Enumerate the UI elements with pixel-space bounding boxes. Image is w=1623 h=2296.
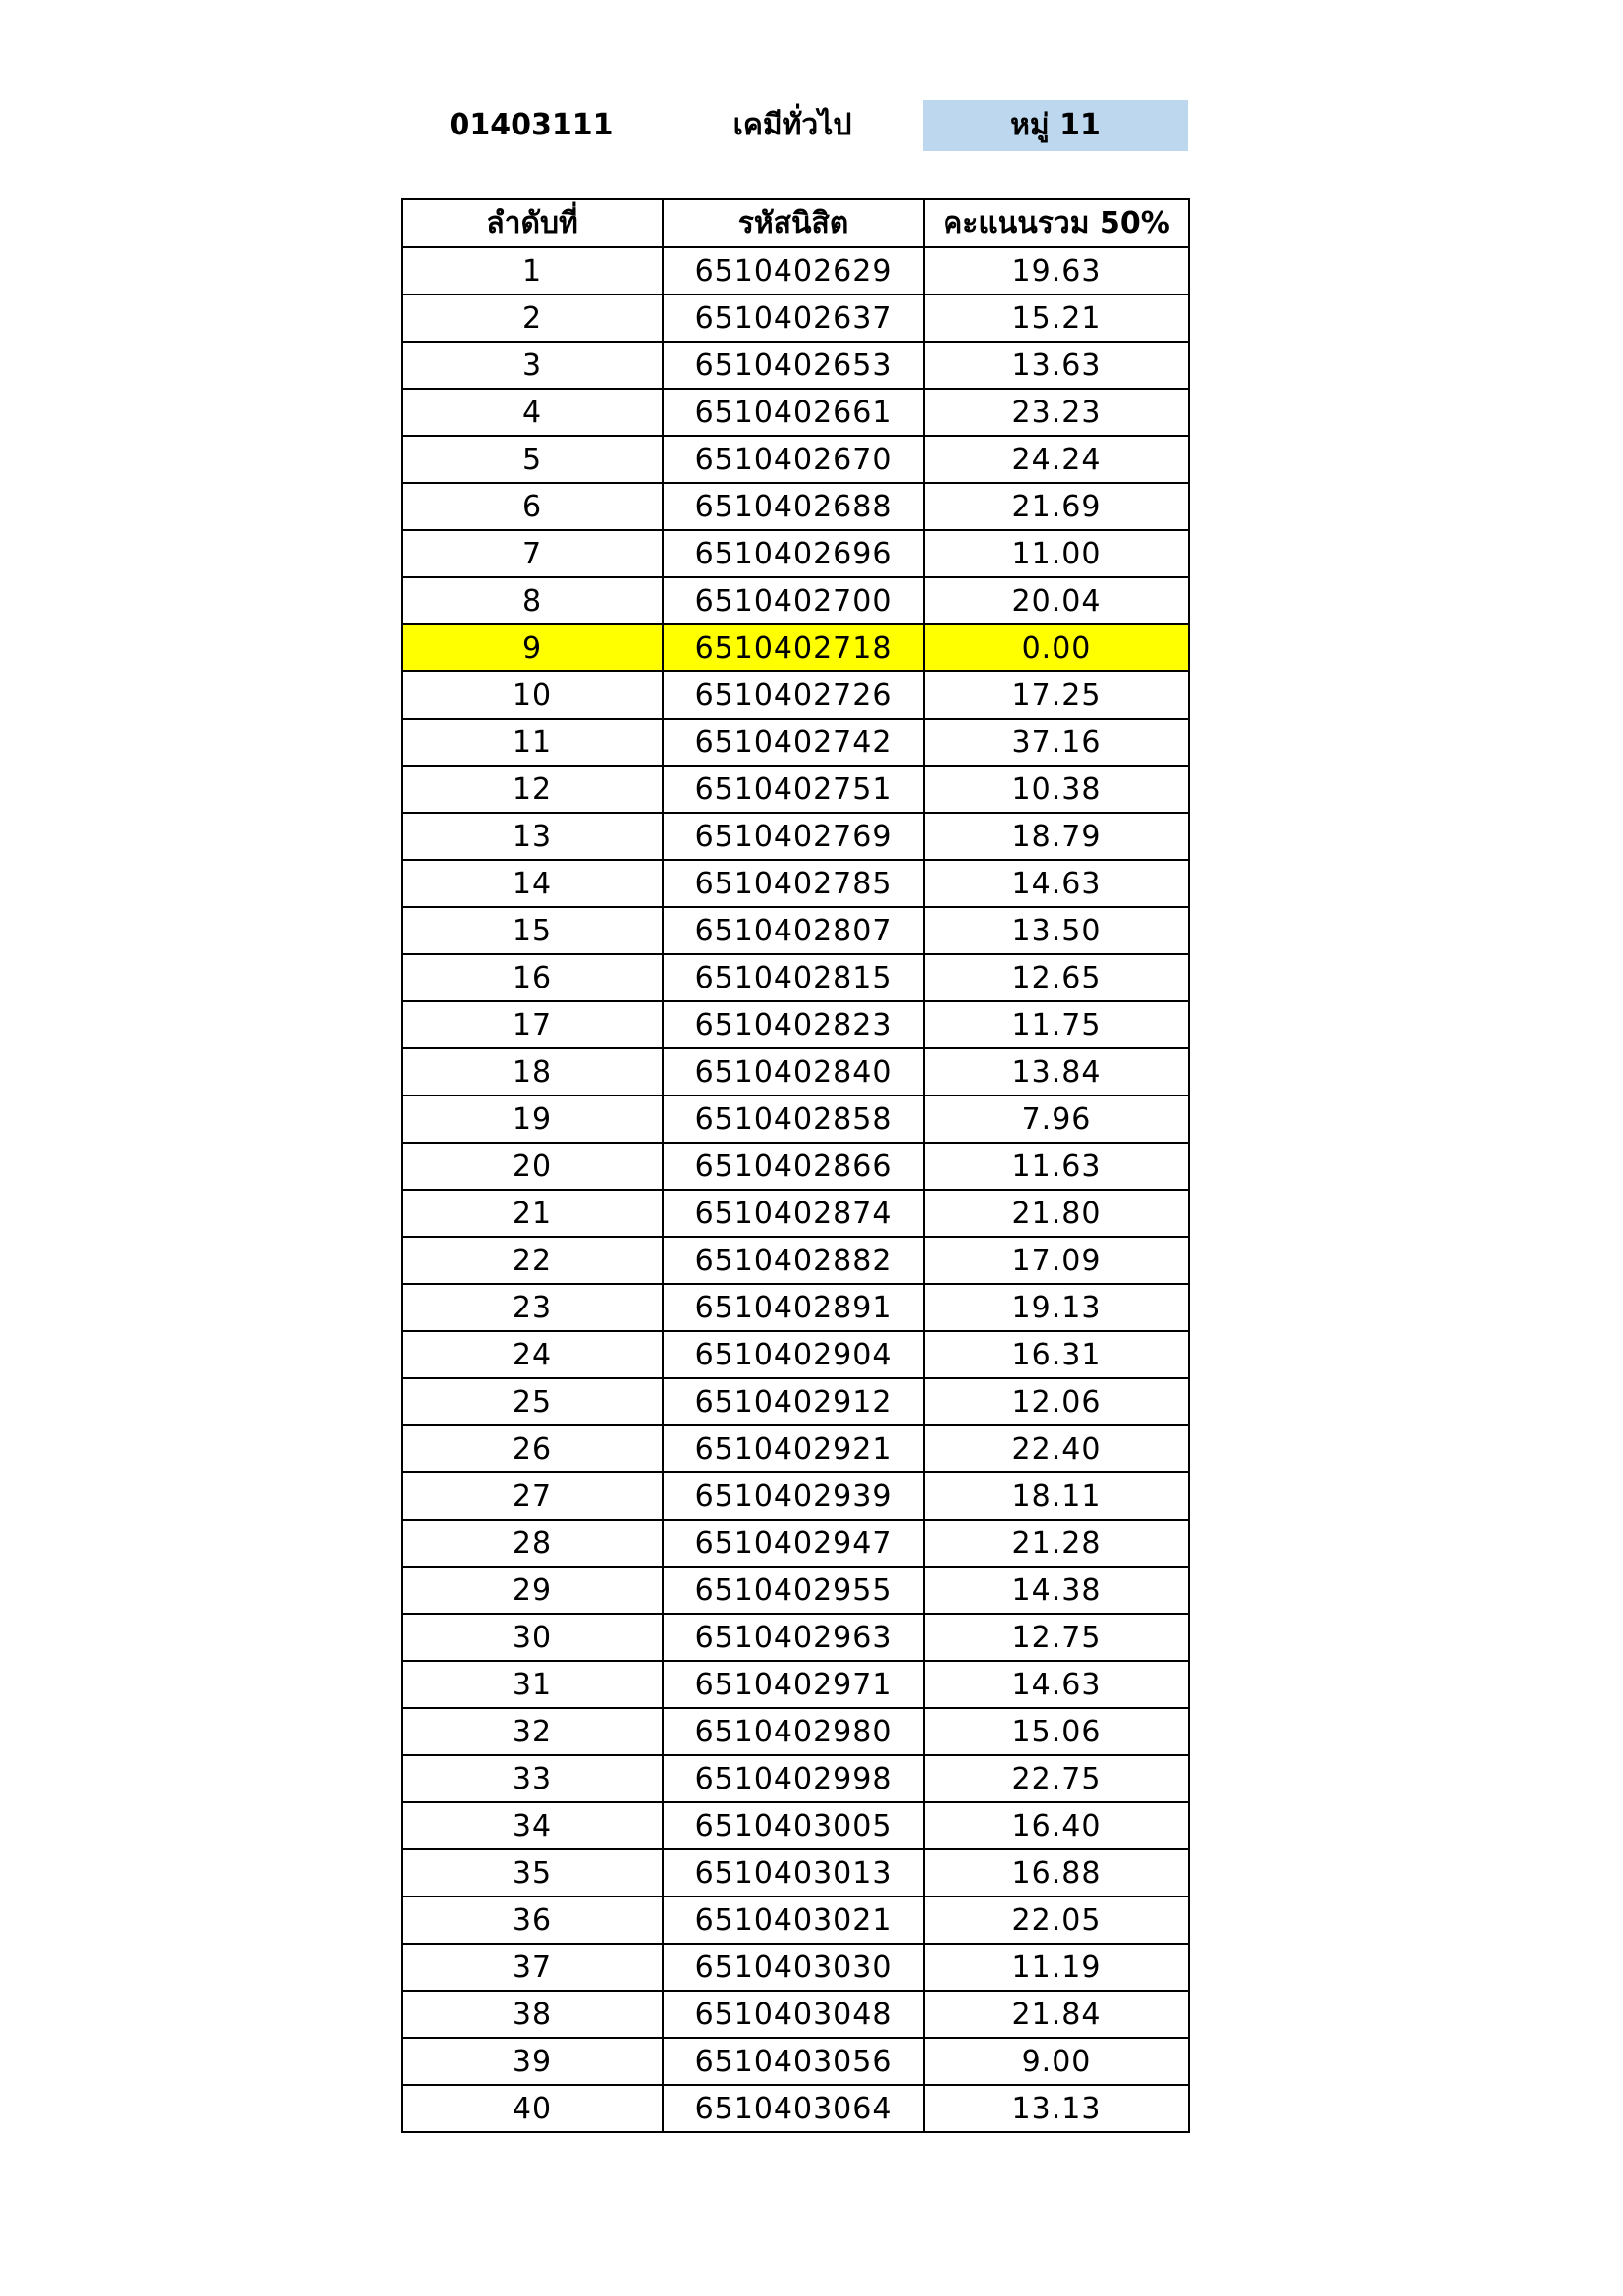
score-cell: 24.24: [924, 436, 1189, 483]
student-id-cell: 6510402955: [663, 1567, 924, 1614]
score-cell: 13.63: [924, 342, 1189, 389]
course-code: 01403111: [449, 108, 614, 142]
row-number-cell: 14: [402, 860, 663, 907]
table-row: [402, 1755, 1189, 1802]
table-row: [402, 1896, 1189, 1944]
row-number-cell: 26: [402, 1425, 663, 1472]
row-number-cell: 29: [402, 1567, 663, 1614]
score-cell: 16.40: [924, 1802, 1189, 1849]
table-row: [402, 247, 1189, 294]
section-label: หมู่ 11: [923, 100, 1188, 151]
row-number-cell: 19: [402, 1095, 663, 1143]
student-id-cell: 6510402840: [663, 1048, 924, 1095]
student-id-cell: 6510402963: [663, 1614, 924, 1661]
row-number-cell: 1: [402, 247, 663, 294]
score-cell: 10.38: [924, 766, 1189, 813]
student-id-cell: 6510402971: [663, 1661, 924, 1708]
row-number-cell: 22: [402, 1237, 663, 1284]
score-cell: 21.80: [924, 1190, 1189, 1237]
table-row: [402, 671, 1189, 719]
row-number-cell: 13: [402, 813, 663, 860]
score-cell: 11.63: [924, 1143, 1189, 1190]
score-cell: 11.00: [924, 530, 1189, 577]
score-cell: 13.84: [924, 1048, 1189, 1095]
row-number-cell: 21: [402, 1190, 663, 1237]
table-row: [402, 1001, 1189, 1048]
row-number-cell: 17: [402, 1001, 663, 1048]
row-number-cell: 40: [402, 2085, 663, 2132]
score-cell: 21.28: [924, 1520, 1189, 1567]
row-number-cell: 3: [402, 342, 663, 389]
row-number-cell: 39: [402, 2038, 663, 2085]
student-id-cell: 6510403064: [663, 2085, 924, 2132]
student-id-cell: 6510402696: [663, 530, 924, 577]
table-row: [402, 719, 1189, 766]
score-cell: 37.16: [924, 719, 1189, 766]
table-body: [402, 247, 1189, 2132]
table-row: [402, 860, 1189, 907]
table-row: [402, 1237, 1189, 1284]
student-id-cell: 6510402891: [663, 1284, 924, 1331]
table-row: [402, 294, 1189, 342]
row-number-cell: 34: [402, 1802, 663, 1849]
row-number-cell: 16: [402, 954, 663, 1001]
row-number-cell: 20: [402, 1143, 663, 1190]
table-header-row: [402, 199, 1189, 247]
score-cell: 12.06: [924, 1378, 1189, 1425]
row-number-cell: 11: [402, 719, 663, 766]
row-number-cell: 28: [402, 1520, 663, 1567]
row-number-cell: 24: [402, 1331, 663, 1378]
table-row: [402, 1991, 1189, 2038]
row-number-cell: 23: [402, 1284, 663, 1331]
student-id-cell: 6510403030: [663, 1944, 924, 1991]
score-cell: 0.00: [924, 624, 1189, 671]
student-id-cell: 6510402785: [663, 860, 924, 907]
score-cell: 14.38: [924, 1567, 1189, 1614]
student-id-cell: 6510402742: [663, 719, 924, 766]
row-number-cell: 31: [402, 1661, 663, 1708]
score-cell: 17.09: [924, 1237, 1189, 1284]
table-row: [402, 1944, 1189, 1991]
column-header-no: ลำดับที่: [402, 199, 663, 247]
score-cell: 17.25: [924, 671, 1189, 719]
column-header-student-id: รหัสนิสิต: [663, 199, 924, 247]
table-row: [402, 1095, 1189, 1143]
student-id-cell: 6510402807: [663, 907, 924, 954]
student-id-cell: 6510403005: [663, 1802, 924, 1849]
score-cell: 21.84: [924, 1991, 1189, 2038]
student-id-cell: 6510403056: [663, 2038, 924, 2085]
row-number-cell: 25: [402, 1378, 663, 1425]
student-id-cell: 6510403048: [663, 1991, 924, 2038]
student-id-cell: 6510402921: [663, 1425, 924, 1472]
row-number-cell: 18: [402, 1048, 663, 1095]
score-cell: 15.21: [924, 294, 1189, 342]
student-id-cell: 6510402653: [663, 342, 924, 389]
score-cell: 13.50: [924, 907, 1189, 954]
row-number-cell: 10: [402, 671, 663, 719]
score-cell: 11.75: [924, 1001, 1189, 1048]
score-cell: 14.63: [924, 860, 1189, 907]
student-id-cell: 6510402629: [663, 247, 924, 294]
table-row: [402, 1048, 1189, 1095]
student-id-cell: 6510402751: [663, 766, 924, 813]
student-id-cell: 6510402866: [663, 1143, 924, 1190]
score-cell: 19.13: [924, 1284, 1189, 1331]
table-row: [402, 1331, 1189, 1378]
row-number-cell: 6: [402, 483, 663, 530]
table-row: [402, 1472, 1189, 1520]
table-row: [402, 1708, 1189, 1755]
table-row: [402, 2038, 1189, 2085]
score-cell: 16.31: [924, 1331, 1189, 1378]
table-row: [402, 436, 1189, 483]
table-row: [402, 624, 1189, 671]
score-cell: 12.75: [924, 1614, 1189, 1661]
row-number-cell: 37: [402, 1944, 663, 1991]
row-number-cell: 27: [402, 1472, 663, 1520]
table-row: [402, 389, 1189, 436]
student-id-cell: 6510402904: [663, 1331, 924, 1378]
score-cell: 19.63: [924, 247, 1189, 294]
row-number-cell: 33: [402, 1755, 663, 1802]
score-cell: 18.79: [924, 813, 1189, 860]
row-number-cell: 32: [402, 1708, 663, 1755]
score-cell: 12.65: [924, 954, 1189, 1001]
student-id-cell: 6510402882: [663, 1237, 924, 1284]
row-number-cell: 38: [402, 1991, 663, 2038]
student-id-cell: 6510403013: [663, 1849, 924, 1896]
student-id-cell: 6510402637: [663, 294, 924, 342]
student-id-cell: 6510402947: [663, 1520, 924, 1567]
table-row: [402, 1661, 1189, 1708]
row-number-cell: 36: [402, 1896, 663, 1944]
table-row: [402, 577, 1189, 624]
student-id-cell: 6510402670: [663, 436, 924, 483]
table-row: [402, 1143, 1189, 1190]
row-number-cell: 4: [402, 389, 663, 436]
table-row: [402, 766, 1189, 813]
score-cell: 21.69: [924, 483, 1189, 530]
sheet-header: [0, 100, 1623, 151]
student-id-cell: 6510402815: [663, 954, 924, 1001]
table-row: [402, 1425, 1189, 1472]
row-number-cell: 15: [402, 907, 663, 954]
student-id-cell: 6510403021: [663, 1896, 924, 1944]
row-number-cell: 5: [402, 436, 663, 483]
score-cell: 22.40: [924, 1425, 1189, 1472]
row-number-cell: 30: [402, 1614, 663, 1661]
score-cell: 9.00: [924, 2038, 1189, 2085]
table-row: [402, 2085, 1189, 2132]
student-id-cell: 6510402939: [663, 1472, 924, 1520]
student-id-cell: 6510402700: [663, 577, 924, 624]
table-row: [402, 907, 1189, 954]
student-id-cell: 6510402718: [663, 624, 924, 671]
score-cell: 11.19: [924, 1944, 1189, 1991]
student-id-cell: 6510402823: [663, 1001, 924, 1048]
score-cell: 22.75: [924, 1755, 1189, 1802]
student-id-cell: 6510402874: [663, 1190, 924, 1237]
table-row: [402, 1614, 1189, 1661]
student-id-cell: 6510402688: [663, 483, 924, 530]
student-id-cell: 6510402726: [663, 671, 924, 719]
table-row: [402, 1849, 1189, 1896]
score-cell: 16.88: [924, 1849, 1189, 1896]
student-id-cell: 6510402661: [663, 389, 924, 436]
row-number-cell: 8: [402, 577, 663, 624]
course-name: เคมีทั่วไป: [732, 108, 852, 142]
score-cell: 22.05: [924, 1896, 1189, 1944]
student-id-cell: 6510402858: [663, 1095, 924, 1143]
score-table: [401, 198, 1190, 2133]
table-row: [402, 954, 1189, 1001]
row-number-cell: 12: [402, 766, 663, 813]
student-id-cell: 6510402998: [663, 1755, 924, 1802]
table-row: [402, 1520, 1189, 1567]
student-id-cell: 6510402980: [663, 1708, 924, 1755]
score-cell: 18.11: [924, 1472, 1189, 1520]
table-row: [402, 1802, 1189, 1849]
score-cell: 14.63: [924, 1661, 1189, 1708]
score-cell: 20.04: [924, 577, 1189, 624]
table-row: [402, 530, 1189, 577]
row-number-cell: 35: [402, 1849, 663, 1896]
table-row: [402, 813, 1189, 860]
row-number-cell: 7: [402, 530, 663, 577]
table-row: [402, 1567, 1189, 1614]
student-id-cell: 6510402769: [663, 813, 924, 860]
score-cell: 13.13: [924, 2085, 1189, 2132]
table-row: [402, 1190, 1189, 1237]
score-cell: 23.23: [924, 389, 1189, 436]
column-header-score: คะแนนรวม 50%: [924, 199, 1189, 247]
row-number-cell: 2: [402, 294, 663, 342]
score-cell: 15.06: [924, 1708, 1189, 1755]
score-cell: 7.96: [924, 1095, 1189, 1143]
table-row: [402, 483, 1189, 530]
student-id-cell: 6510402912: [663, 1378, 924, 1425]
table-row: [402, 342, 1189, 389]
table-row: [402, 1378, 1189, 1425]
row-number-cell: 9: [402, 624, 663, 671]
table-row: [402, 1284, 1189, 1331]
